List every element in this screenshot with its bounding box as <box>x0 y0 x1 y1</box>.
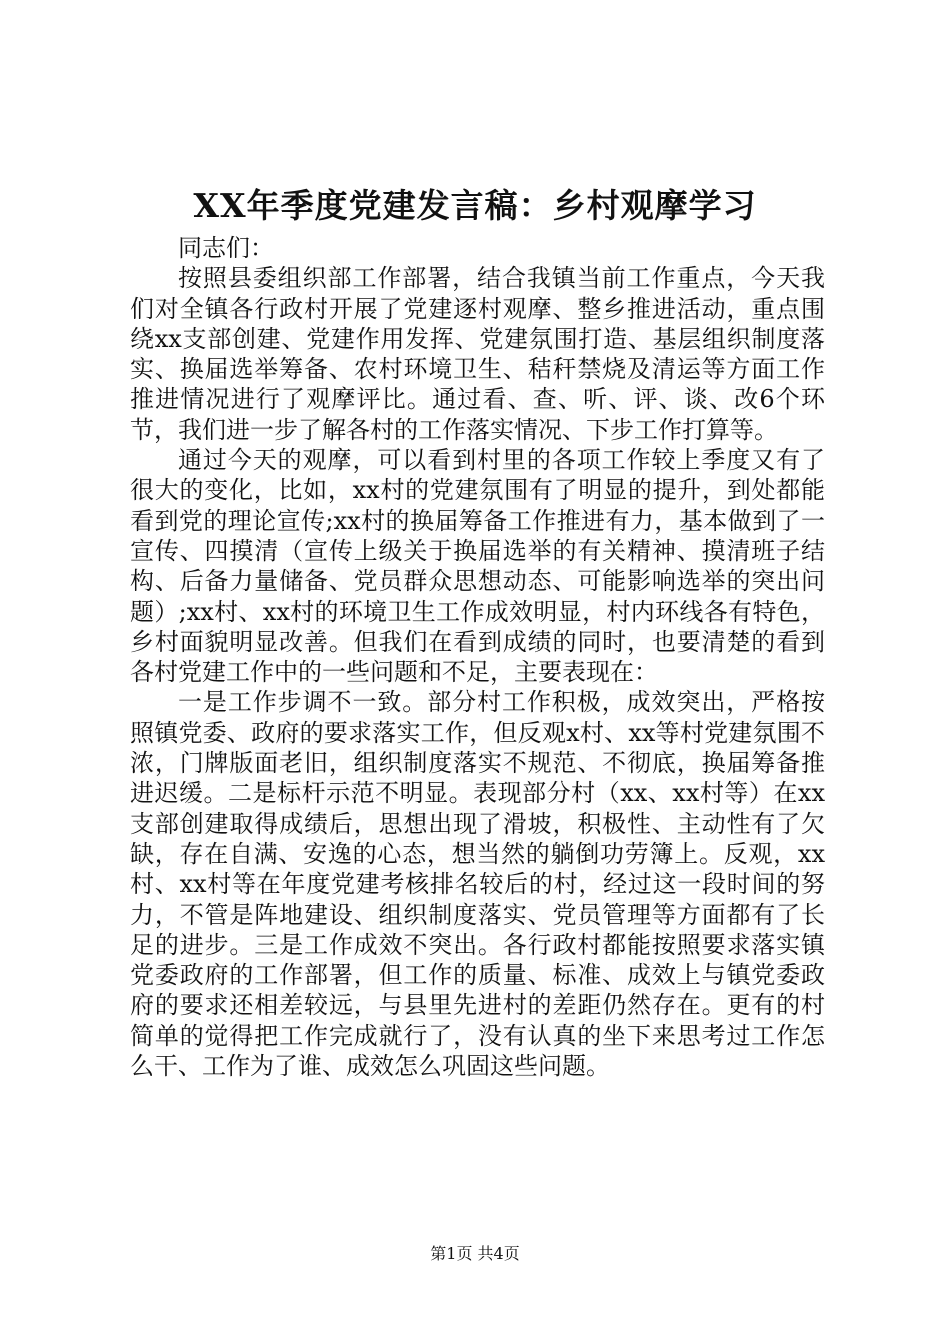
paragraph-1: 按照县委组织部工作部署，结合我镇当前工作重点，今天我们对全镇各行政村开展了党建逐村观摩、整乡推进活动，重点围绕xx支部创建、党建作用发挥、党建氛围打造、基层组织制度落实、换届选举筹备、农村环境卫生、秸秆禁烧及清运等方面工作推进情况进行了观摩评比。通过看、查、听、评、谈、改6个环节，我们进一步了解各村的工作落实情况、下步工作打算等。 <box>130 264 825 444</box>
document-title: XX年季度党建发言稿：乡村观摩学习 <box>193 186 757 225</box>
salutation: 同志们： <box>178 234 274 262</box>
page-number-footer: 第1页 共4页 <box>430 1244 520 1263</box>
document-body <box>130 233 825 1081</box>
paragraph-2: 通过今天的观摩，可以看到村里的各项工作较上季度又有了很大的变化，比如，xx村的党建氛围有了明显的提升，到处都能看到党的理论宣传;xx村的换届筹备工作推进有力，基本做到了一宣传、四摸清（宣传上级关于换届选举的有关精神、摸清班子结构、后备力量储备、党员群众思想动态、可能影响选举的突出问题）;xx村、xx村的环境卫生工作成效明显，村内环线各有特色，乡村面貌明显改善。但我们在看到成绩的同时，也要清楚的看到各村党建工作中的一些问题和不足，主要表现在： <box>130 446 825 687</box>
paragraph-3: 一是工作步调不一致。部分村工作积极，成效突出，严格按照镇党委、政府的要求落实工作，但反观x村、xx等村党建氛围不浓，门牌版面老旧，组织制度落实不规范、不彻底，换届筹备推进迟缓。二是标杆示范不明显。表现部分村（xx、xx村等）在xx支部创建取得成绩后，思想出现了滑坡，积极性、主动性有了欠缺，存在自满、安逸的心态，想当然的躺倒功劳簿上。反观，xx村、xx村等在年度党建考核排名较后的村，经过这一段时间的努力，不管是阵地建设、组织制度落实、党员管理等方面都有了长足的进步。三是工作成效不突出。各行政村都能按照要求落实镇党委政府的工作部署，但工作的质量、标准、成效上与镇党委政府的要求还相差较远，与县里先进村的差距仍然存在。更有的村简单的觉得把工作完成就行了，没有认真的坐下来思考过工作怎么干、工作为了谁、成效怎么巩固这些问题。 <box>130 688 825 1081</box>
